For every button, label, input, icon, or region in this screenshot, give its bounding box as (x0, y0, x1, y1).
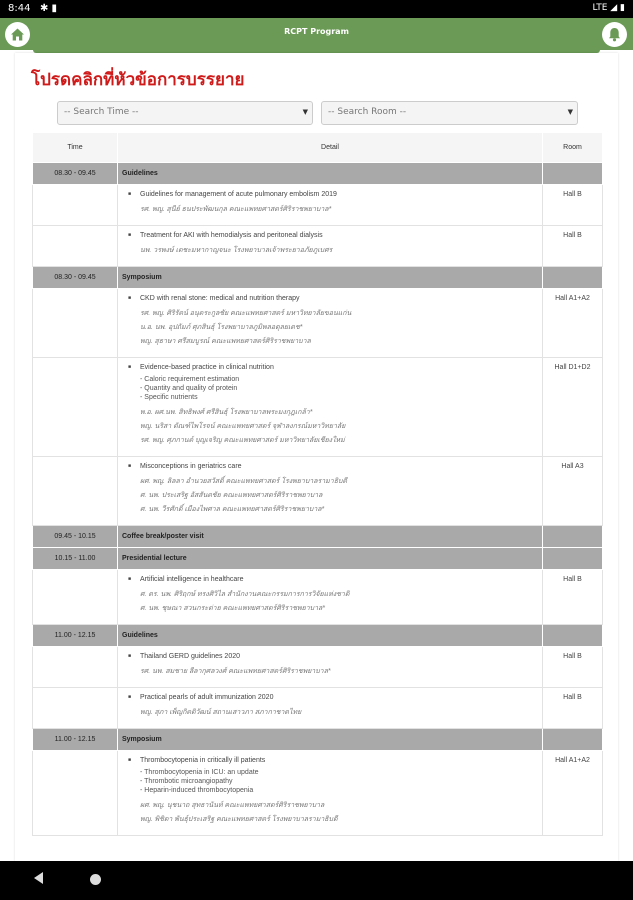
search-time-value: -- Search Time -- (64, 107, 139, 117)
speaker: ศ. ดร. นพ. ศิริฤกษ์ ทรงศิวิไล สำนักงานคณะกรรมการการวิจัยแห่งชาติ (140, 591, 350, 598)
lecture-detail (118, 358, 543, 457)
bell-icon (602, 22, 627, 47)
lecture-room: Hall A1+A2 (543, 289, 603, 358)
lecture-row[interactable] (33, 751, 603, 836)
program-table (32, 132, 603, 836)
session-type: Coffee break/poster visit (118, 526, 543, 548)
status-right-icons: LTE ◢ ▮ (592, 3, 625, 13)
speaker: รศ. พญ. ศิริรัตน์ อนุตระกูลชัย คณะแพทยศาสตร์ มหาวิทยาลัยขอนแก่น (140, 310, 352, 317)
lecture-title-link[interactable]: Guidelines for management of acute pulmonary embolism 2019 (140, 191, 337, 198)
lecture-title-link[interactable]: Misconceptions in geriatrics care (140, 463, 242, 470)
lecture-time-empty (33, 457, 118, 526)
speaker-list (140, 407, 542, 456)
speaker: พญ. พิชิตา พันธุ์ประเสริฐ คณะแพทยศาสตร์ โรงพยาบาลรามาธิบดี (140, 816, 338, 823)
session-time: 08.30 - 09.45 (33, 267, 118, 289)
speaker: ศ. นพ. ชุษณา สวนกระต่าย คณะแพทยศาสตร์ศิริราชพยาบาล* (140, 605, 326, 612)
search-room-value: -- Search Room -- (328, 107, 407, 117)
bullet-icon: ■ (128, 295, 132, 301)
lecture-item[interactable] (118, 751, 542, 835)
status-bar (0, 0, 633, 18)
program-card (15, 53, 618, 861)
session-header-row (33, 548, 603, 570)
chevron-down-icon: ▼ (567, 108, 573, 116)
lecture-detail (118, 751, 543, 836)
page-heading: โปรดคลิกที่หัวข้อการบรรยาย (31, 70, 245, 90)
speaker: ศ. นพ. วีรศักดิ์ เมืองไพศาล คณะแพทยศาสตร์ศิริราชพยาบาล* (140, 506, 325, 513)
lecture-detail (118, 226, 543, 267)
navigation-bar (0, 861, 633, 900)
lecture-time-empty (33, 358, 118, 457)
lecture-item[interactable] (118, 358, 542, 456)
speaker: พญ. สุภา เพ็ญกิตติวัฒน์ สถานเสาวภา สภากาชาดไทย (140, 709, 302, 716)
lecture-item[interactable] (118, 457, 542, 525)
subtopic: - Heparin-induced thrombocytopenia (140, 787, 254, 794)
session-header-row (33, 526, 603, 548)
speaker: รศ. พญ. สุนีย์ ธนประพัฒนกุล คณะแพทยศาสตร์ศิริราชพยาบาล* (140, 206, 332, 213)
lecture-room: Hall B (543, 226, 603, 267)
speaker-list (140, 589, 542, 624)
session-header-row (33, 625, 603, 647)
chevron-down-icon: ▼ (302, 108, 308, 116)
speaker: รศ. พญ. ศุภกานต์ บุญเจริญ คณะแพทยศาสตร์ มหาวิทยาลัยเชียงใหม่ (140, 437, 345, 444)
lecture-title-link[interactable]: Thrombocytopenia in critically ill patients (140, 757, 266, 764)
lecture-detail (118, 457, 543, 526)
lecture-room: Hall B (543, 185, 603, 226)
lecture-item[interactable] (118, 185, 542, 225)
lecture-row[interactable] (33, 457, 603, 526)
search-time-select[interactable] (57, 101, 313, 125)
bullet-icon: ■ (128, 653, 132, 659)
speaker: พญ. นริสา ตัณฑ์ไพโรจน์ คณะแพทยศาสตร์ จุฬาลงกรณ์มหาวิทยาลัย (140, 423, 346, 430)
app-title: RCPT Program (284, 27, 349, 36)
status-time: 8:44 (8, 3, 31, 14)
lecture-row[interactable] (33, 570, 603, 625)
lecture-item[interactable] (118, 647, 542, 687)
session-type: Guidelines (118, 625, 543, 647)
lecture-item[interactable] (118, 570, 542, 624)
notification-button[interactable] (602, 22, 627, 47)
lecture-time-empty (33, 185, 118, 226)
home-nav-icon[interactable] (90, 874, 101, 885)
speaker-list (140, 707, 542, 728)
bullet-icon: ■ (128, 364, 132, 370)
lecture-time-empty (33, 688, 118, 729)
lecture-title-link[interactable]: Artificial intelligence in healthcare (140, 576, 244, 583)
speaker: ศ. นพ. ประเสริฐ อัสสันตชัย คณะแพทยศาสตร์ศิริราชพยาบาล (140, 492, 323, 499)
session-room-empty (543, 163, 603, 185)
bullet-icon: ■ (128, 757, 132, 763)
lecture-title-link[interactable]: Practical pearls of adult immunization 2020 (140, 694, 274, 701)
session-time: 09.45 - 10.15 (33, 526, 118, 548)
lecture-room: Hall B (543, 688, 603, 729)
table-body (33, 163, 603, 836)
lecture-item[interactable] (118, 289, 542, 357)
status-left-icons: ✱ ▮ (40, 3, 58, 14)
subtopic: - Thrombocytopenia in ICU: an update (140, 769, 259, 776)
session-type: Guidelines (118, 163, 543, 185)
lecture-detail (118, 185, 543, 226)
speaker: พญ. สุธาษา ศรีสมบูรณ์ คณะแพทยศาสตร์ศิริราชพยาบาล (140, 338, 311, 345)
lecture-item[interactable] (118, 688, 542, 728)
bullet-icon: ■ (128, 463, 132, 469)
table-header (33, 133, 603, 163)
speaker: รศ. นพ. สมชาย ลีลากุศลวงศ์ คณะแพทยศาสตร์ศิริราชพยาบาล* (140, 668, 331, 675)
session-time: 11.00 - 12.15 (33, 625, 118, 647)
back-icon[interactable] (34, 872, 43, 884)
speaker-list (140, 666, 542, 687)
speaker-list (140, 476, 542, 525)
session-room-empty (543, 526, 603, 548)
lecture-time-empty (33, 751, 118, 836)
lecture-title-link[interactable]: CKD with renal stone: medical and nutrition therapy (140, 295, 300, 302)
lecture-row[interactable] (33, 185, 603, 226)
lecture-title-link[interactable]: Thailand GERD guidelines 2020 (140, 653, 241, 660)
speaker-list (140, 800, 542, 835)
session-room-empty (543, 625, 603, 647)
subtopic: - Caloric requirement estimation (140, 376, 240, 383)
subtopic: - Thrombotic microangiopathy (140, 778, 233, 785)
bullet-icon: ■ (128, 576, 132, 582)
session-type: Presidential lecture (118, 548, 543, 570)
subtopic: - Specific nutrients (140, 394, 198, 401)
bullet-icon: ■ (128, 694, 132, 700)
lecture-item[interactable] (118, 226, 542, 266)
session-header-row (33, 267, 603, 289)
session-room-empty (543, 548, 603, 570)
speaker: น.อ. นพ. อุปถัมภ์ ศุภสินธุ์ โรงพยาบาลภูมิพลอดุลยเดช* (140, 324, 303, 331)
lecture-row[interactable] (33, 289, 603, 358)
lecture-detail (118, 289, 543, 358)
lecture-title-link[interactable]: Evidence-based practice in clinical nutrition (140, 364, 274, 371)
lecture-room: Hall D1+D2 (543, 358, 603, 457)
search-room-select[interactable] (321, 101, 578, 125)
session-time: 10.15 - 11.00 (33, 548, 118, 570)
session-type: Symposium (118, 267, 543, 289)
speaker-list (140, 308, 542, 357)
session-room-empty (543, 729, 603, 751)
lecture-time-empty (33, 226, 118, 267)
lecture-room: Hall A3 (543, 457, 603, 526)
speaker: พ.อ. ผศ.นพ. สิทธิพงศ์ ศรีสินธุ์ โรงพยาบาลพระมงกุฎเกล้า* (140, 409, 313, 416)
lecture-detail (118, 688, 543, 729)
subtopic-list (140, 376, 542, 401)
col-detail-header: Detail (118, 133, 543, 163)
speaker: ผศ. พญ. ลิลลา อำนวยสวัสดิ์ คณะแพทยศาสตร์ โรงพยาบาลรามาธิบดี (140, 478, 347, 485)
col-time-header: Time (33, 133, 118, 163)
lecture-time-empty (33, 289, 118, 358)
speaker-list (140, 245, 542, 266)
lecture-room: Hall B (543, 570, 603, 625)
speaker-list (140, 204, 542, 225)
bullet-icon: ■ (128, 232, 132, 238)
session-header-row (33, 163, 603, 185)
lecture-detail (118, 647, 543, 688)
speaker: ผศ. พญ. นุชนาถ สุทธานันท์ คณะแพทยศาสตร์ศิริราชพยาบาล (140, 802, 325, 809)
lecture-time-empty (33, 570, 118, 625)
session-header-row (33, 729, 603, 751)
session-time: 11.00 - 12.15 (33, 729, 118, 751)
subtopic-list (140, 769, 542, 794)
session-room-empty (543, 267, 603, 289)
lecture-row[interactable] (33, 358, 603, 457)
subtopic: - Quantity and quality of protein (140, 385, 238, 392)
lecture-time-empty (33, 647, 118, 688)
lecture-room: Hall A1+A2 (543, 751, 603, 836)
session-time: 08.30 - 09.45 (33, 163, 118, 185)
col-room-header: Room (543, 133, 603, 163)
speaker: นพ. วรพงษ์ เตชะมหากาญจนะ โรงพยาบาลเจ้าพระยาอภัยภูเบศร (140, 247, 333, 254)
lecture-room: Hall B (543, 647, 603, 688)
lecture-row[interactable] (33, 688, 603, 729)
app-bar (0, 18, 633, 50)
bullet-icon: ■ (128, 191, 132, 197)
lecture-row[interactable] (33, 226, 603, 267)
session-type: Symposium (118, 729, 543, 751)
lecture-row[interactable] (33, 647, 603, 688)
lecture-title-link[interactable]: Treatment for AKI with hemodialysis and peritoneal dialysis (140, 232, 323, 239)
lecture-detail (118, 570, 543, 625)
